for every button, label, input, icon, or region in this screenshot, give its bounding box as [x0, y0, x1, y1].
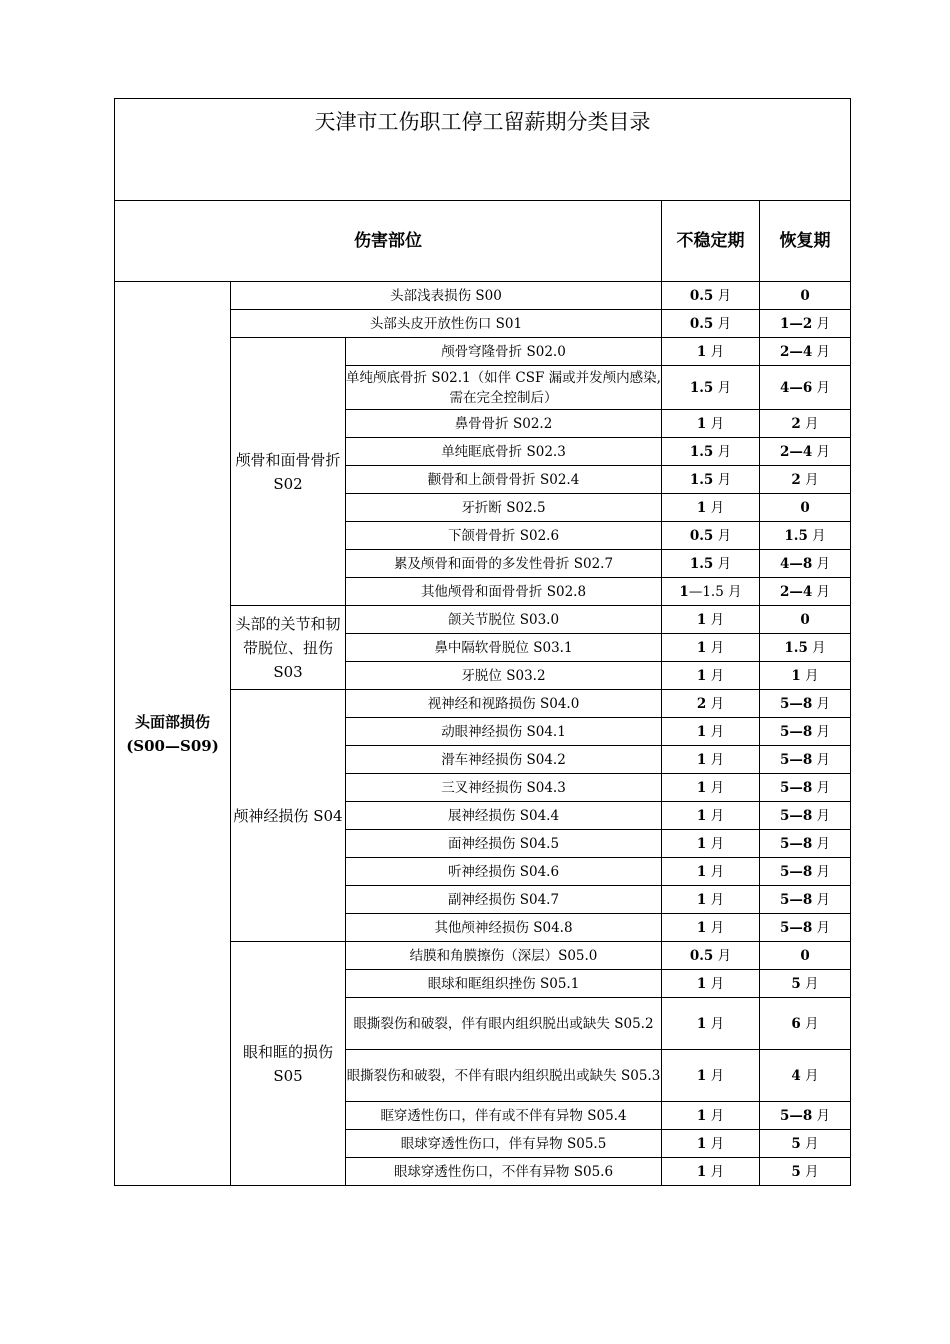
- recovery-period-cell: [760, 550, 851, 578]
- period-unit: 月: [812, 315, 831, 332]
- period-unit: 月: [812, 443, 831, 460]
- unstable-period-cell: [662, 662, 760, 690]
- injury-item-name: 其他颅神经损伤 S04.8: [346, 914, 662, 942]
- period-value: 2—4: [779, 583, 813, 600]
- recovery-period-cell: [760, 746, 851, 774]
- injury-item-name: 颧骨和上颌骨骨折 S02.4: [346, 466, 662, 494]
- recovery-period-cell: [760, 690, 851, 718]
- category-cell: [115, 282, 231, 1186]
- period-value: 5—8: [779, 751, 813, 768]
- period-value: 1—2: [779, 315, 813, 332]
- period-value: 0: [800, 287, 810, 304]
- period-value: 5—8: [779, 1107, 813, 1124]
- period-unit: 月: [800, 975, 819, 992]
- recovery-period-cell: [760, 998, 851, 1050]
- unstable-period-cell: [662, 914, 760, 942]
- unstable-period-cell: [662, 366, 760, 410]
- header-injury-part: 伤害部位: [115, 201, 662, 282]
- unstable-period-cell: [662, 578, 760, 606]
- period-unit: 月: [812, 379, 831, 396]
- period-unit: 月: [706, 975, 725, 992]
- period-value: 1: [696, 1015, 707, 1032]
- period-value: 1: [696, 611, 707, 628]
- period-unit: 月: [800, 1163, 819, 1180]
- header-unstable-period: 不稳定期: [662, 201, 760, 282]
- subcategory-cell: 眼和眶的损伤 S05: [231, 942, 346, 1186]
- recovery-period-cell: [760, 802, 851, 830]
- period-value: 2: [791, 415, 801, 432]
- period-value: 0.5: [689, 315, 714, 332]
- period-unit: 月: [706, 667, 725, 684]
- unstable-period-cell: [662, 1102, 760, 1130]
- period-unit: 月: [807, 527, 826, 544]
- period-value: 1.5: [784, 639, 808, 656]
- unstable-period-cell: [662, 282, 760, 310]
- recovery-period-cell: [760, 970, 851, 998]
- period-unit: 月: [706, 1067, 725, 1084]
- period-value: 1: [696, 863, 707, 880]
- period-unit: 月: [812, 695, 831, 712]
- recovery-period-cell: [760, 282, 851, 310]
- unstable-period-cell: [662, 830, 760, 858]
- injury-item-name: 眶穿透性伤口，伴有或不伴有异物 S05.4: [346, 1102, 662, 1130]
- period-value: 1.5: [689, 443, 714, 460]
- period-value: 1.5: [689, 379, 714, 396]
- period-value: 6: [791, 1015, 801, 1032]
- period-value: 5—8: [779, 863, 813, 880]
- injury-item-name: 下颌骨骨折 S02.6: [346, 522, 662, 550]
- period-unit: 月: [706, 611, 725, 628]
- injury-item-name: 滑车神经损伤 S04.2: [346, 746, 662, 774]
- category-name: 头面部损伤: [134, 712, 210, 731]
- recovery-period-cell: [760, 830, 851, 858]
- period-value: 5—8: [779, 723, 813, 740]
- period-unit: 月: [706, 835, 725, 852]
- unstable-period-cell: [662, 942, 760, 970]
- injury-item-name: 单纯眶底骨折 S02.3: [346, 438, 662, 466]
- injury-item-name: 头部浅表损伤 S00: [231, 282, 662, 310]
- recovery-period-cell: [760, 310, 851, 338]
- unstable-period-cell: [662, 1130, 760, 1158]
- recovery-period-cell: [760, 718, 851, 746]
- injury-item-name: 眼撕裂伤和破裂，不伴有眼内组织脱出或缺失 S05.3: [346, 1050, 662, 1102]
- period-unit: 月: [812, 555, 831, 572]
- injury-item-name: 眼撕裂伤和破裂，伴有眼内组织脱出或缺失 S05.2: [346, 998, 662, 1050]
- recovery-period-cell: [760, 886, 851, 914]
- period-value: 1: [696, 667, 707, 684]
- injury-item-name: 鼻中隔软骨脱位 S03.1: [346, 634, 662, 662]
- recovery-period-cell: [760, 410, 851, 438]
- injury-item-name: 单纯颅底骨折 S02.1（如伴 CSF 漏或并发颅内感染,需在完全控制后）: [346, 366, 662, 410]
- period-unit: 月: [812, 343, 831, 360]
- period-unit: 月: [706, 807, 725, 824]
- period-unit: 月: [812, 835, 831, 852]
- period-unit: 月: [706, 919, 725, 936]
- period-unit: 月: [706, 1163, 725, 1180]
- period-unit: 月: [812, 1107, 831, 1124]
- period-value: 1: [696, 975, 707, 992]
- period-value: 5—8: [779, 891, 813, 908]
- document-page: [114, 98, 850, 1186]
- recovery-period-cell: [760, 634, 851, 662]
- recovery-period-cell: [760, 662, 851, 690]
- recovery-period-cell: [760, 858, 851, 886]
- recovery-period-cell: [760, 578, 851, 606]
- period-unit: 月: [713, 947, 732, 964]
- injury-item-name: 牙折断 S02.5: [346, 494, 662, 522]
- period-value: 1: [696, 891, 707, 908]
- period-unit: —1.5 月: [688, 583, 742, 600]
- unstable-period-cell: [662, 690, 760, 718]
- period-unit: 月: [812, 807, 831, 824]
- recovery-period-cell: [760, 1158, 851, 1186]
- document-title: 天津市工伤职工停工留薪期分类目录: [115, 99, 851, 201]
- period-unit: 月: [713, 379, 732, 396]
- subcategory-cell: 颅神经损伤 S04: [231, 690, 346, 942]
- unstable-period-cell: [662, 466, 760, 494]
- category-code: (S00—S09): [126, 736, 219, 755]
- period-value: 5: [791, 1135, 801, 1152]
- period-value: 0.5: [689, 527, 714, 544]
- period-unit: 月: [800, 471, 819, 488]
- period-unit: 月: [812, 891, 831, 908]
- period-unit: 月: [706, 695, 725, 712]
- period-value: 1: [696, 499, 707, 516]
- injury-item-name: 展神经损伤 S04.4: [346, 802, 662, 830]
- unstable-period-cell: [662, 338, 760, 366]
- unstable-period-cell: [662, 410, 760, 438]
- period-value: 2—4: [779, 343, 813, 360]
- period-unit: 月: [706, 779, 725, 796]
- period-unit: 月: [706, 723, 725, 740]
- recovery-period-cell: [760, 338, 851, 366]
- injury-item-name: 眼球和眶组织挫伤 S05.1: [346, 970, 662, 998]
- period-value: 2: [791, 471, 801, 488]
- injury-item-name: 结膜和角膜擦伤（深层）S05.0: [346, 942, 662, 970]
- injury-item-name: 动眼神经损伤 S04.1: [346, 718, 662, 746]
- period-unit: 月: [713, 315, 732, 332]
- period-unit: 月: [800, 1015, 819, 1032]
- injury-item-name: 三叉神经损伤 S04.3: [346, 774, 662, 802]
- unstable-period-cell: [662, 858, 760, 886]
- injury-item-name: 眼球穿透性伤口，不伴有异物 S05.6: [346, 1158, 662, 1186]
- period-unit: 月: [713, 527, 732, 544]
- period-value: 1: [696, 639, 707, 656]
- injury-item-name: 眼球穿透性伤口，伴有异物 S05.5: [346, 1130, 662, 1158]
- unstable-period-cell: [662, 550, 760, 578]
- period-value: 1: [696, 751, 707, 768]
- period-value: 5—8: [779, 807, 813, 824]
- unstable-period-cell: [662, 886, 760, 914]
- unstable-period-cell: [662, 802, 760, 830]
- subcategory-cell: 头部的关节和韧带脱位、扭伤 S03: [231, 606, 346, 690]
- period-unit: 月: [706, 891, 725, 908]
- recovery-period-cell: [760, 366, 851, 410]
- period-value: 4: [791, 1067, 801, 1084]
- period-value: 5—8: [779, 835, 813, 852]
- period-value: 1.5: [689, 471, 714, 488]
- injury-item-name: 听神经损伤 S04.6: [346, 858, 662, 886]
- unstable-period-cell: [662, 522, 760, 550]
- classification-table: [114, 98, 851, 1186]
- period-value: 5: [791, 975, 801, 992]
- period-value: 1.5: [784, 527, 808, 544]
- period-unit: 月: [706, 499, 725, 516]
- period-unit: 月: [800, 667, 819, 684]
- period-value: 1: [696, 1135, 707, 1152]
- period-value: 5: [791, 1163, 801, 1180]
- unstable-period-cell: [662, 746, 760, 774]
- period-unit: 月: [713, 471, 732, 488]
- period-unit: 月: [706, 863, 725, 880]
- recovery-period-cell: [760, 1102, 851, 1130]
- recovery-period-cell: [760, 942, 851, 970]
- unstable-period-cell: [662, 1050, 760, 1102]
- period-value: 1: [696, 779, 707, 796]
- period-value: 1: [791, 667, 801, 684]
- injury-item-name: 其他颅骨和面骨骨折 S02.8: [346, 578, 662, 606]
- recovery-period-cell: [760, 774, 851, 802]
- period-value: 0: [800, 499, 810, 516]
- injury-item-name: 累及颅骨和面骨的多发性骨折 S02.7: [346, 550, 662, 578]
- period-unit: 月: [812, 919, 831, 936]
- unstable-period-cell: [662, 606, 760, 634]
- injury-item-name: 颅骨穹隆骨折 S02.0: [346, 338, 662, 366]
- period-unit: 月: [807, 639, 826, 656]
- recovery-period-cell: [760, 1050, 851, 1102]
- period-unit: 月: [713, 443, 732, 460]
- period-value: 1: [696, 343, 707, 360]
- period-unit: 月: [706, 751, 725, 768]
- unstable-period-cell: [662, 774, 760, 802]
- unstable-period-cell: [662, 718, 760, 746]
- period-unit: 月: [706, 343, 725, 360]
- period-value: 4—6: [779, 379, 813, 396]
- period-value: 1: [696, 415, 707, 432]
- period-value: 1: [679, 583, 689, 600]
- period-unit: 月: [706, 1135, 725, 1152]
- injury-item-name: 鼻骨骨折 S02.2: [346, 410, 662, 438]
- unstable-period-cell: [662, 494, 760, 522]
- table-row: [115, 282, 851, 310]
- period-unit: 月: [812, 583, 831, 600]
- injury-item-name: 颌关节脱位 S03.0: [346, 606, 662, 634]
- injury-item-name: 副神经损伤 S04.7: [346, 886, 662, 914]
- injury-item-name: 牙脱位 S03.2: [346, 662, 662, 690]
- unstable-period-cell: [662, 1158, 760, 1186]
- period-unit: 月: [800, 415, 819, 432]
- period-unit: 月: [812, 863, 831, 880]
- period-unit: 月: [713, 555, 732, 572]
- injury-item-name: 面神经损伤 S04.5: [346, 830, 662, 858]
- period-unit: 月: [812, 751, 831, 768]
- period-unit: 月: [812, 779, 831, 796]
- period-value: 1: [696, 919, 707, 936]
- period-value: 1: [696, 723, 707, 740]
- injury-item-name: 头部头皮开放性伤口 S01: [231, 310, 662, 338]
- unstable-period-cell: [662, 438, 760, 466]
- period-unit: 月: [706, 415, 725, 432]
- period-unit: 月: [706, 1015, 725, 1032]
- recovery-period-cell: [760, 1130, 851, 1158]
- recovery-period-cell: [760, 914, 851, 942]
- recovery-period-cell: [760, 438, 851, 466]
- period-unit: 月: [800, 1135, 819, 1152]
- period-value: 1: [696, 1163, 707, 1180]
- recovery-period-cell: [760, 494, 851, 522]
- subcategory-cell: 颅骨和面骨骨折 S02: [231, 338, 346, 606]
- period-value: 1.5: [689, 555, 714, 572]
- period-value: 0: [800, 947, 810, 964]
- period-value: 1: [696, 807, 707, 824]
- period-value: 5—8: [779, 695, 813, 712]
- period-value: 1: [696, 1067, 707, 1084]
- period-unit: 月: [706, 639, 725, 656]
- period-value: 5—8: [779, 919, 813, 936]
- period-unit: 月: [706, 1107, 725, 1124]
- period-value: 2: [696, 695, 707, 712]
- period-value: 0: [800, 611, 810, 628]
- period-unit: 月: [812, 723, 831, 740]
- period-unit: 月: [713, 287, 732, 304]
- period-value: 0.5: [689, 947, 714, 964]
- unstable-period-cell: [662, 310, 760, 338]
- period-unit: 月: [800, 1067, 819, 1084]
- period-value: 1: [696, 835, 707, 852]
- recovery-period-cell: [760, 522, 851, 550]
- period-value: 0.5: [689, 287, 714, 304]
- unstable-period-cell: [662, 998, 760, 1050]
- injury-item-name: 视神经和视路损伤 S04.0: [346, 690, 662, 718]
- unstable-period-cell: [662, 634, 760, 662]
- period-value: 2—4: [779, 443, 813, 460]
- period-value: 5—8: [779, 779, 813, 796]
- unstable-period-cell: [662, 970, 760, 998]
- period-value: 4—8: [779, 555, 813, 572]
- recovery-period-cell: [760, 606, 851, 634]
- period-value: 1: [696, 1107, 707, 1124]
- recovery-period-cell: [760, 466, 851, 494]
- header-recovery-period: 恢复期: [760, 201, 851, 282]
